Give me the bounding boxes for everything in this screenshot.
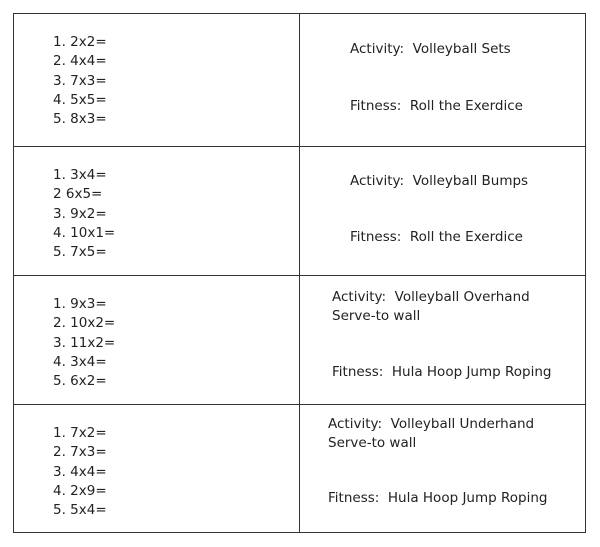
math-problem: 4. 5x5= [53,91,107,108]
activity-text: Activity: Volleyball Sets [350,41,511,57]
math-problem: 5. 6x2= [53,373,107,390]
math-problem: 1. 3x4= [53,167,107,183]
fitness-text: Fitness: Roll the Exerdice [350,229,523,245]
math-problems-cell [14,276,299,404]
math-problems-list [53,33,107,129]
math-problem: 1. 7x2= [53,425,107,441]
station-table [13,13,586,533]
math-problem: 3. 9x2= [53,205,107,222]
station-row [14,146,585,275]
activity-cell [300,14,585,146]
fitness-text: Fitness: Roll the Exerdice [350,98,523,114]
math-problem: 1. 2x2= [53,34,107,50]
math-problem: 4. 10x1= [53,224,116,241]
activity-text: Activity: Volleyball Underhand Serve-to wall [328,416,535,451]
math-problem: 3. 4x4= [53,463,107,480]
math-problem: 3. 7x3= [53,72,107,89]
math-problem: 5. 7x5= [53,244,107,261]
math-problem: 3. 11x2= [53,334,116,351]
math-problems-list [53,295,115,391]
math-problems-list [53,424,107,520]
activity-text: Activity: Volleyball Overhand Serve-to wall [332,289,530,324]
math-problem: 2. 4x4= [53,53,107,70]
fitness-text: Fitness: Hula Hoop Jump Roping [328,490,548,506]
math-problem: 5. 5x4= [53,502,107,519]
activity-cell [300,405,585,533]
station-row [14,14,585,146]
fitness-text: Fitness: Hula Hoop Jump Roping [332,364,552,380]
math-problem: 2 6x5= [53,186,103,203]
math-problem: 5. 8x3= [53,111,107,128]
math-problem: 2. 10x2= [53,315,116,332]
activity-text: Activity: Volleyball Bumps [350,173,529,189]
math-problem: 1. 9x3= [53,296,107,312]
activity-cell [300,147,585,275]
station-row [14,404,585,533]
math-problems-cell [14,14,299,146]
math-problem: 4. 3x4= [53,353,107,370]
math-problems-list [53,166,115,262]
math-problems-cell [14,147,299,275]
math-problem: 4. 2x9= [53,482,107,499]
math-problem: 2. 7x3= [53,444,107,461]
station-row [14,275,585,404]
math-problems-cell [14,405,299,533]
activity-cell [300,276,585,404]
